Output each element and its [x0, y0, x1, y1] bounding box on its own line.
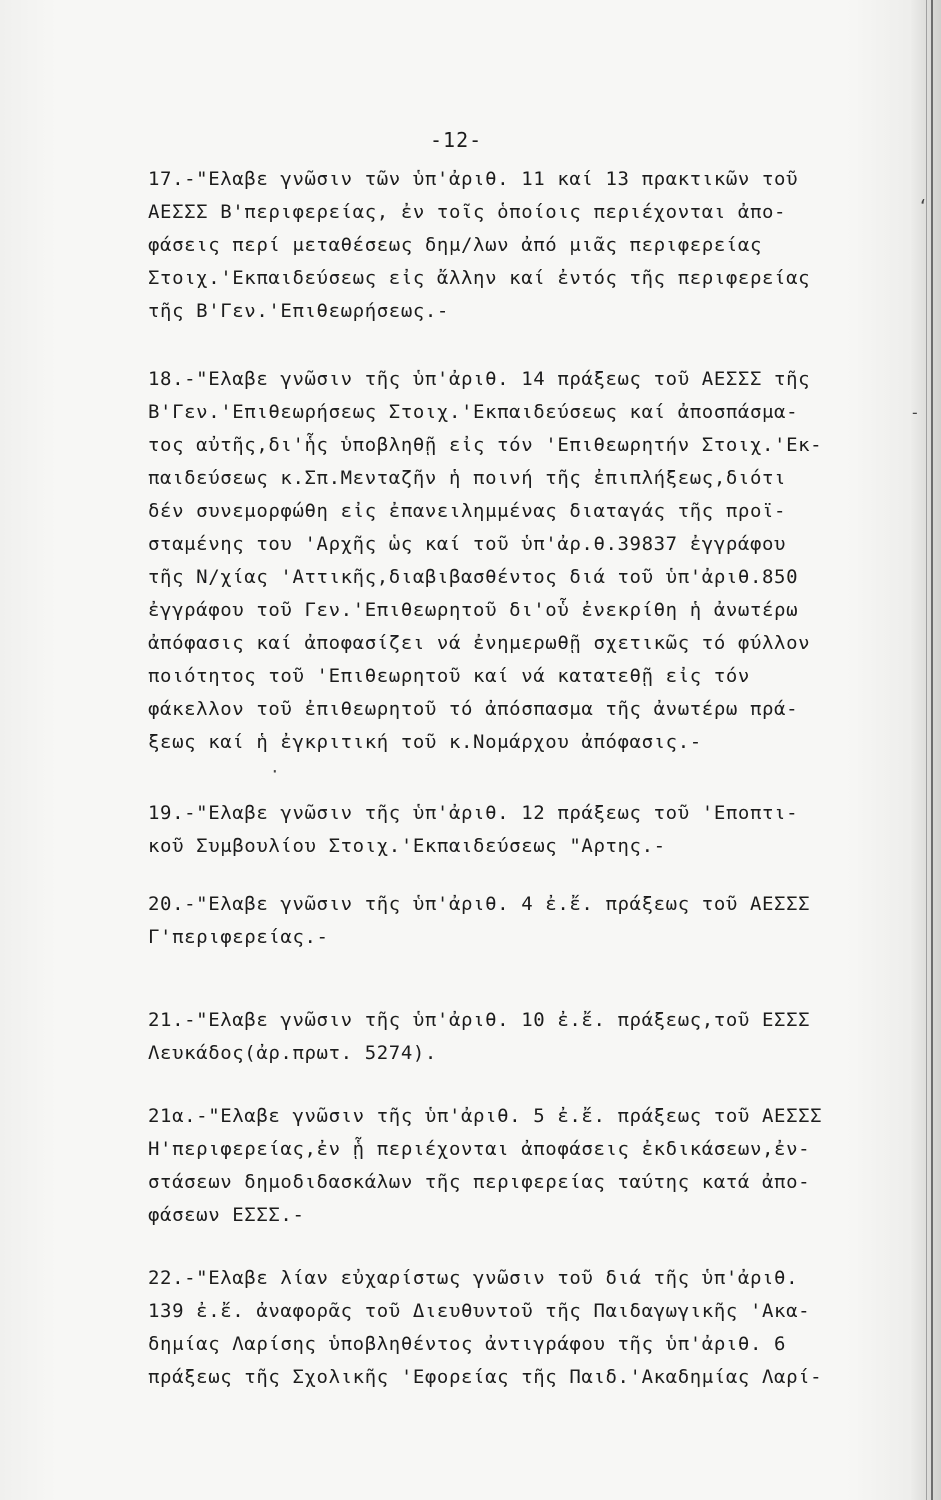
paragraph-line: φάκελλον τοῦ ἐπιθεωρητοῦ τό ἀπόσπασμα τῆς ἀνωτέρω πρά-: [148, 698, 799, 720]
paragraph-line: κοῦ Συμβουλίου Στοιχ.'Εκπαιδεύσεως "Αρτης.-: [148, 835, 666, 857]
paragraph-line: δημίας Λαρίσης ὑποβληθέντος ἀντιγράφου τῆς ὑπ'ἀριθ. 6: [148, 1333, 787, 1355]
paragraph-line: 18.-"Ελαβε γνῶσιν τῆς ὑπ'ἀριθ. 14 πράξεως τοῦ ΑΕΣΣΣ τῆς: [148, 368, 811, 390]
paragraph-line: Β'Γεν.'Επιθεωρήσεως Στοιχ.'Εκπαιδεύσεως καί ἀποσπάσμα-: [148, 401, 799, 423]
paragraph-line: φάσεις περί μεταθέσεως δημ/λων ἀπό μιᾶς περιφερείας: [148, 234, 762, 256]
paragraph-22: [148, 1262, 908, 1394]
paragraph-line: δέν συνεμορφώθη εἰς ἐπανειλημμένας διαταγάς τῆς προϊ-: [148, 500, 787, 522]
page-number: -12-: [430, 128, 483, 152]
paragraph-line: σταμένης του 'Αρχῆς ὡς καί τοῦ ὑπ'ἀρ.θ.39837 ἐγγράφου: [148, 533, 787, 555]
paragraph-line: 20.-"Ελαβε γνῶσιν τῆς ὑπ'ἀριθ. 4 ἐ.ἔ. πράξεως τοῦ ΑΕΣΣΣ: [148, 893, 811, 915]
paragraph-line: ξεως καί ἡ ἐγκριτική τοῦ κ.Νομάρχου ἀπόφασις.-: [148, 731, 702, 753]
paragraph-line: 139 ἐ.ἔ. ἀναφορᾶς τοῦ Διευθυντοῦ τῆς Παιδαγωγικῆς 'Ακα-: [148, 1300, 811, 1322]
paragraph-17: [148, 163, 908, 328]
margin-mark: -: [910, 403, 920, 422]
paragraph-line: 21.-"Ελαβε γνῶσιν τῆς ὑπ'ἀριθ. 10 ἐ.ἔ. πράξεως,τοῦ ΕΣΣΣ: [148, 1009, 811, 1031]
paragraph-line: ποιότητος τοῦ 'Επιθεωρητοῦ καί νά κατατεθῇ εἰς τόν: [148, 665, 750, 687]
paragraph-line: τῆς Β'Γεν.'Επιθεωρήσεως.-: [148, 300, 449, 322]
paragraph-line: πράξεως τῆς Σχολικῆς 'Εφορείας τῆς Παιδ.'Ακαδημίας Λαρί-: [148, 1366, 823, 1388]
paragraph-line: τος αὐτῆς,δι'ἧς ὑποβληθῇ εἰς τόν 'Επιθεωρητήν Στοιχ.'Εκ-: [148, 434, 823, 456]
paragraph-line: στάσεων δημοδιδασκάλων τῆς περιφερείας ταύτης κατά ἀπο-: [148, 1171, 811, 1193]
paragraph-line: Λευκάδος(ἀρ.πρωτ. 5274).: [148, 1042, 437, 1064]
paragraph-line: ἐγγράφου τοῦ Γεν.'Επιθεωρητοῦ δι'οὗ ἐνεκρίθη ἡ ἀνωτέρω: [148, 599, 799, 621]
paragraph-18: [148, 363, 908, 759]
margin-dot: ·: [270, 762, 280, 781]
paragraph-line: παιδεύσεως κ.Σπ.Μενταζῆν ἡ ποινή τῆς ἐπιπλήξεως,διότι: [148, 467, 787, 489]
paragraph-line: 19.-"Ελαβε γνῶσιν τῆς ὑπ'ἀριθ. 12 πράξεως τοῦ 'Εποπτι-: [148, 802, 799, 824]
paragraph-line: Στοιχ.'Εκπαιδεύσεως εἰς ἄλλην καί ἐντός τῆς περιφερείας: [148, 267, 811, 289]
paragraph-19: [148, 797, 908, 863]
paragraph-line: ἀπόφασις καί ἀποφασίζει νά ἐνημερωθῇ σχετικῶς τό φύλλον: [148, 632, 811, 654]
paragraph-20: [148, 888, 908, 954]
paragraph-line: ΑΕΣΣΣ Β'περιφερείας, ἐν τοῖς ὁποίοις περιέχονται ἀπο-: [148, 201, 787, 223]
paragraph-line: φάσεων ΕΣΣΣ.-: [148, 1204, 305, 1226]
paragraph-line: τῆς Ν/χίας 'Αττικῆς,διαβιβασθέντος διά τοῦ ὑπ'ἀριθ.850: [148, 566, 799, 588]
paragraph-21: [148, 1004, 908, 1070]
paragraph-line: 17.-"Ελαβε γνῶσιν τῶν ὑπ'ἀριθ. 11 καί 13 πρακτικῶν τοῦ: [148, 168, 799, 190]
paragraph-line: 22.-"Ελαβε λίαν εὐχαρίστως γνῶσιν τοῦ διά τῆς ὑπ'ἀριθ.: [148, 1267, 799, 1289]
margin-mark: ‘: [918, 196, 928, 215]
paragraph-line: Η'περιφερείας,ἐν ᾗ περιέχονται ἀποφάσεις ἐκδικάσεων,ἐν-: [148, 1138, 811, 1160]
paragraph-line: Γ'περιφερείας.-: [148, 926, 329, 948]
binding-line-secondary: [926, 0, 927, 1500]
paragraph-21a: [148, 1100, 908, 1232]
paragraph-line: 21α.-"Ελαβε γνῶσιν τῆς ὑπ'ἀριθ. 5 ἐ.ἔ. πράξεως τοῦ ΑΕΣΣΣ: [148, 1105, 823, 1127]
binding-line: [931, 0, 933, 1500]
